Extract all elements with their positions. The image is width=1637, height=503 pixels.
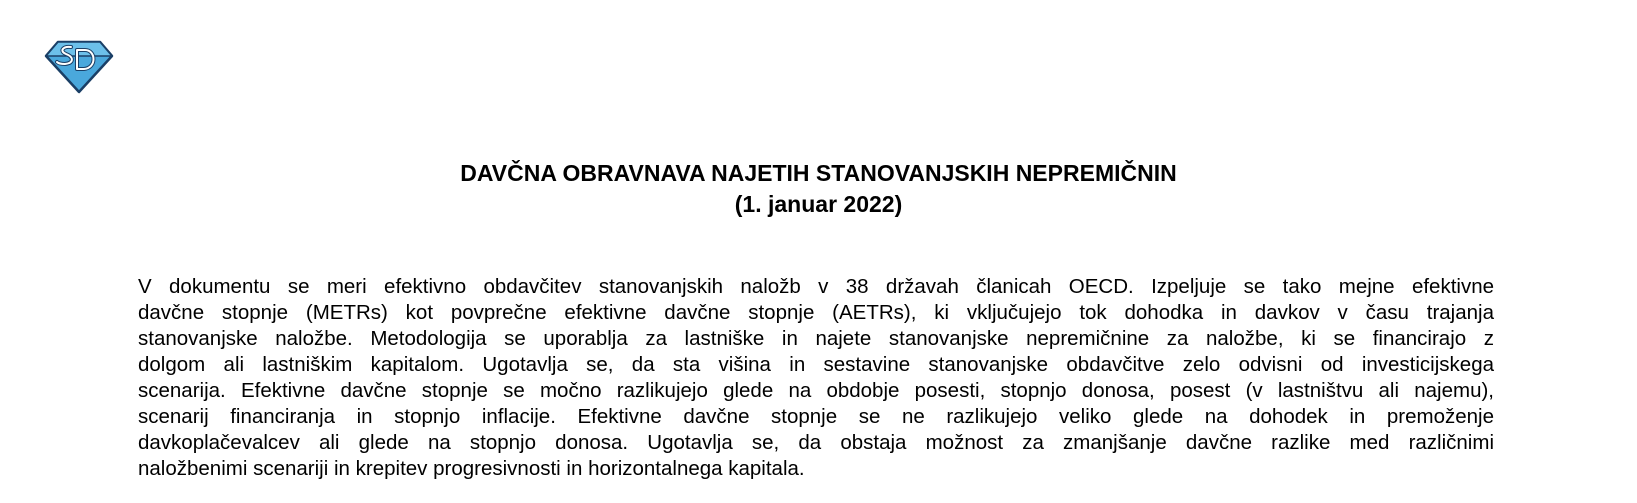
abstract-line: davkoplačevalcev ali glede na stopnjo donosa. Ugotavlja se, da obstaja možnost za zmanjšanje davčne razlike med različnimi: [138, 431, 1494, 454]
sd-logo-icon: [44, 38, 114, 94]
title-main: DAVČNA OBRAVNAVA NAJETIH STANOVANJSKIH NEPREMIČNIN: [460, 160, 1177, 186]
document-title: [0, 158, 1637, 220]
abstract-line: scenarija. Efektivne davčne stopnje se močno razlikujejo glede na obdobje posesti, stopnjo donosa, posest (v lastništvu ali najemu),: [138, 379, 1494, 402]
abstract-line: davčne stopnje (METRs) kot povprečne efektivne davčne stopnje (AETRs), ki vključujejo tok dohodka in davkov v času trajanja: [138, 301, 1494, 324]
abstract-line: V dokumentu se meri efektivno obdavčitev stanovanjskih naložb v 38 državah članicah OECD. Izpeljuje se tako mejne efektivne: [138, 275, 1494, 298]
abstract-paragraph: [138, 274, 1494, 482]
abstract-line: naložbenimi scenariji in krepitev progresivnosti in horizontalnega kapitala.: [138, 457, 805, 480]
abstract-line: scenarij financiranja in stopnjo inflacije. Efektivne davčne stopnje se ne razlikujejo veliko glede na dohodek in premoženje: [138, 405, 1494, 428]
abstract-line: dolgom ali lastniškim kapitalom. Ugotavlja se, da sta višina in sestavine stanovanjske obdavčitve zelo odvisni od investicijskega: [138, 353, 1494, 376]
abstract-line: stanovanjske naložbe. Metodologija se uporablja za lastniške in najete stanovanjske nepremičnine za naložbe, ki se financirajo z: [138, 327, 1494, 350]
title-date: (1. januar 2022): [734, 191, 903, 217]
